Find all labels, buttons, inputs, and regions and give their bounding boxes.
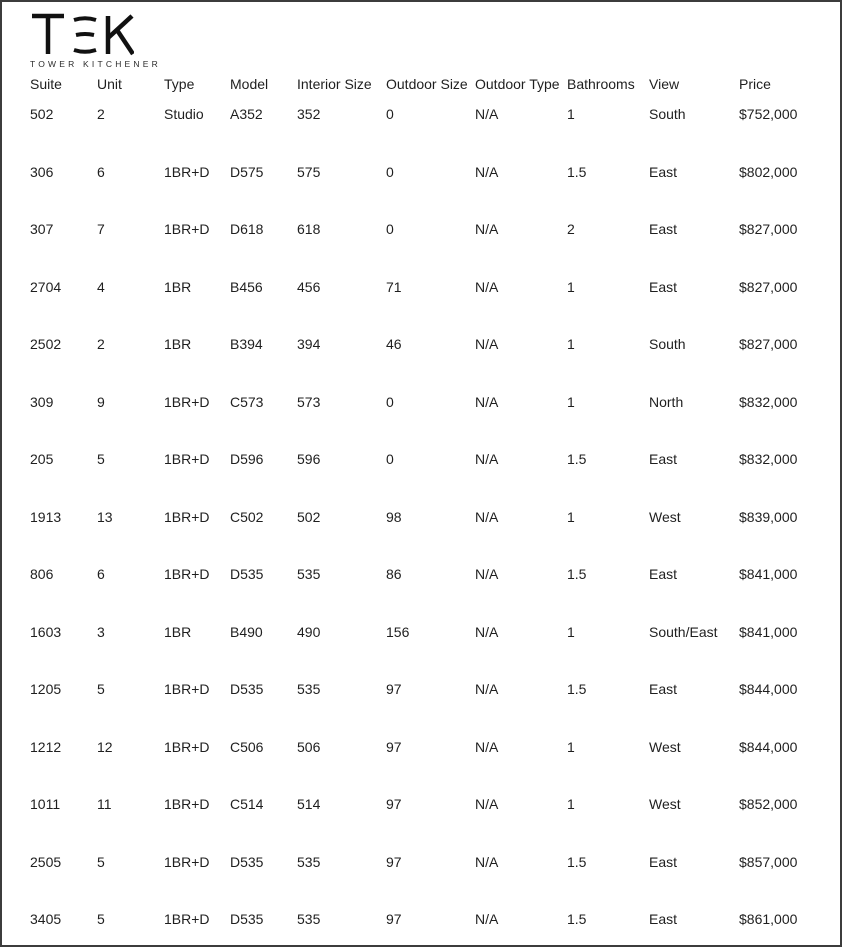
cell-type: 1BR+D xyxy=(164,451,210,467)
cell-price: $844,000 xyxy=(739,681,798,697)
cell-type: 1BR+D xyxy=(164,681,210,697)
cell-view: East xyxy=(649,451,678,467)
table-row xyxy=(30,668,824,726)
cell-outdoor-size: 97 xyxy=(386,738,402,755)
cell-model: B394 xyxy=(230,336,263,352)
cell-outdoor-size: 97 xyxy=(386,853,402,870)
cell-outdoor-size: 156 xyxy=(386,623,410,640)
cell-outdoor-type: N/A xyxy=(475,681,499,697)
cell-outdoor-size: 0 xyxy=(386,163,394,180)
cell-view: East xyxy=(649,566,678,582)
table-row xyxy=(30,151,824,209)
cell-outdoor-type: N/A xyxy=(475,623,499,640)
cell-suite: 2704 xyxy=(30,278,62,295)
cell-interior-size: 514 xyxy=(297,796,321,812)
cell-view: South xyxy=(649,336,686,352)
cell-bathrooms: 1 xyxy=(567,336,575,352)
cell-suite: 1913 xyxy=(30,508,62,525)
table-body xyxy=(30,93,824,947)
cell-unit: 2 xyxy=(97,336,105,352)
cell-outdoor-type: N/A xyxy=(475,336,499,352)
table-row xyxy=(30,611,824,669)
cell-price: $844,000 xyxy=(739,738,798,755)
cell-bathrooms: 2 xyxy=(567,221,575,237)
table-row xyxy=(30,208,824,266)
cell-outdoor-type: N/A xyxy=(475,911,499,927)
cell-suite: 1011 xyxy=(30,796,61,812)
cell-interior-size: 618 xyxy=(297,221,321,237)
cell-view: North xyxy=(649,393,684,410)
table-row xyxy=(30,783,824,841)
cell-bathrooms: 1.5 xyxy=(567,911,587,927)
cell-view: East xyxy=(649,853,678,870)
cell-view: East xyxy=(649,681,678,697)
cell-unit: 9 xyxy=(97,393,105,410)
cell-outdoor-size: 46 xyxy=(386,336,402,352)
cell-bathrooms: 1 xyxy=(567,623,575,640)
cell-outdoor-type: N/A xyxy=(475,566,499,582)
cell-outdoor-type: N/A xyxy=(475,451,499,467)
cell-bathrooms: 1 xyxy=(567,278,575,295)
table-row xyxy=(30,323,824,381)
cell-unit: 6 xyxy=(97,163,105,180)
cell-interior-size: 596 xyxy=(297,451,321,467)
cell-unit: 4 xyxy=(97,278,105,295)
cell-interior-size: 352 xyxy=(297,106,321,122)
cell-price: $827,000 xyxy=(739,221,798,237)
cell-unit: 5 xyxy=(97,853,105,870)
cell-bathrooms: 1 xyxy=(567,106,575,122)
cell-model: B490 xyxy=(230,623,263,640)
cell-view: East xyxy=(649,278,678,295)
column-header-outdoor-type: Outdoor Type xyxy=(475,76,560,92)
cell-price: $802,000 xyxy=(739,163,798,180)
cell-unit: 5 xyxy=(97,451,105,467)
cell-view: East xyxy=(649,163,678,180)
cell-outdoor-size: 97 xyxy=(386,796,402,812)
logo-subtitle: TOWER KITCHENER xyxy=(30,59,161,69)
cell-interior-size: 456 xyxy=(297,278,321,295)
cell-view: South xyxy=(649,106,686,122)
cell-price: $857,000 xyxy=(739,853,798,870)
cell-type: 1BR+D xyxy=(164,853,210,870)
table-row xyxy=(30,496,824,554)
cell-outdoor-size: 86 xyxy=(386,566,402,582)
cell-view: West xyxy=(649,738,681,755)
cell-suite: 309 xyxy=(30,393,54,410)
cell-type: 1BR+D xyxy=(164,163,210,180)
cell-interior-size: 535 xyxy=(297,853,321,870)
cell-model: D535 xyxy=(230,566,264,582)
cell-interior-size: 506 xyxy=(297,738,321,755)
cell-price: $861,000 xyxy=(739,911,798,927)
cell-type: 1BR+D xyxy=(164,508,210,525)
cell-view: East xyxy=(649,911,678,927)
cell-suite: 502 xyxy=(30,106,54,122)
cell-model: D535 xyxy=(230,911,264,927)
cell-price: $832,000 xyxy=(739,393,798,410)
cell-type: 1BR+D xyxy=(164,221,210,237)
cell-outdoor-size: 0 xyxy=(386,221,394,237)
column-header-outdoor-size: Outdoor Size xyxy=(386,76,468,92)
cell-price: $832,000 xyxy=(739,451,798,467)
column-header-view: View xyxy=(649,76,680,92)
cell-unit: 5 xyxy=(97,911,105,927)
cell-outdoor-type: N/A xyxy=(475,278,499,295)
cell-suite: 306 xyxy=(30,163,54,180)
cell-unit: 6 xyxy=(97,566,105,582)
cell-suite: 2505 xyxy=(30,853,62,870)
cell-model: D618 xyxy=(230,221,264,237)
cell-model: D535 xyxy=(230,681,264,697)
cell-price: $841,000 xyxy=(739,566,798,582)
cell-bathrooms: 1 xyxy=(567,738,575,755)
cell-suite: 806 xyxy=(30,566,54,582)
cell-type: 1BR+D xyxy=(164,566,210,582)
cell-suite: 3405 xyxy=(30,911,62,927)
cell-bathrooms: 1.5 xyxy=(567,681,587,697)
cell-bathrooms: 1.5 xyxy=(567,163,587,180)
tek-logo-mark xyxy=(30,12,134,56)
cell-interior-size: 535 xyxy=(297,911,321,927)
cell-price: $841,000 xyxy=(739,623,798,640)
cell-price: $752,000 xyxy=(739,106,798,122)
cell-bathrooms: 1 xyxy=(567,508,575,525)
cell-type: Studio xyxy=(164,106,204,122)
cell-unit: 2 xyxy=(97,106,105,122)
cell-type: 1BR xyxy=(164,623,192,640)
cell-type: 1BR+D xyxy=(164,911,210,927)
column-header-model: Model xyxy=(230,76,269,92)
cell-model: C573 xyxy=(230,393,264,410)
cell-view: West xyxy=(649,508,681,525)
cell-price: $852,000 xyxy=(739,796,798,812)
cell-outdoor-size: 71 xyxy=(386,278,402,295)
cell-model: D596 xyxy=(230,451,264,467)
column-header-type: Type xyxy=(164,76,195,92)
cell-model: C514 xyxy=(230,796,264,812)
cell-outdoor-size: 0 xyxy=(386,451,394,467)
cell-outdoor-size: 97 xyxy=(386,681,402,697)
table-row xyxy=(30,898,824,947)
column-header-suite: Suite xyxy=(30,76,62,92)
cell-price: $839,000 xyxy=(739,508,798,525)
column-header-unit: Unit xyxy=(97,76,122,92)
cell-outdoor-type: N/A xyxy=(475,853,499,870)
cell-view: West xyxy=(649,796,681,812)
cell-suite: 1603 xyxy=(30,623,62,640)
cell-outdoor-size: 0 xyxy=(386,393,394,410)
column-header-bathrooms: Bathrooms xyxy=(567,76,635,92)
cell-outdoor-type: N/A xyxy=(475,738,499,755)
table-row xyxy=(30,266,824,324)
cell-suite: 1205 xyxy=(30,681,62,697)
listings-table xyxy=(30,76,824,947)
cell-interior-size: 490 xyxy=(297,623,321,640)
cell-interior-size: 575 xyxy=(297,163,321,180)
cell-type: 1BR+D xyxy=(164,738,210,755)
cell-unit: 11 xyxy=(97,796,112,812)
cell-suite: 307 xyxy=(30,221,54,237)
cell-outdoor-type: N/A xyxy=(475,221,499,237)
cell-model: B456 xyxy=(230,278,263,295)
cell-suite: 1212 xyxy=(30,738,62,755)
cell-interior-size: 535 xyxy=(297,566,321,582)
table-header-row xyxy=(30,76,824,93)
cell-interior-size: 394 xyxy=(297,336,321,352)
cell-unit: 5 xyxy=(97,681,105,697)
cell-type: 1BR+D xyxy=(164,796,210,812)
cell-interior-size: 502 xyxy=(297,508,321,525)
cell-unit: 13 xyxy=(97,508,113,525)
cell-bathrooms: 1.5 xyxy=(567,451,587,467)
cell-bathrooms: 1.5 xyxy=(567,566,587,582)
table-row xyxy=(30,93,824,151)
cell-unit: 12 xyxy=(97,738,113,755)
cell-suite: 205 xyxy=(30,451,54,467)
cell-type: 1BR xyxy=(164,336,192,352)
cell-model: D535 xyxy=(230,853,264,870)
table-row xyxy=(30,438,824,496)
cell-bathrooms: 1.5 xyxy=(567,853,587,870)
cell-bathrooms: 1 xyxy=(567,393,575,410)
table-row xyxy=(30,553,824,611)
cell-model: A352 xyxy=(230,106,263,122)
cell-type: 1BR+D xyxy=(164,393,210,410)
cell-outdoor-size: 0 xyxy=(386,106,394,122)
table-row xyxy=(30,841,824,899)
cell-outdoor-type: N/A xyxy=(475,508,499,525)
tek-logo xyxy=(30,12,161,69)
cell-interior-size: 535 xyxy=(297,681,321,697)
table-row xyxy=(30,726,824,784)
cell-outdoor-type: N/A xyxy=(475,163,499,180)
column-header-interior-size: Interior Size xyxy=(297,76,372,92)
cell-price: $827,000 xyxy=(739,336,798,352)
cell-model: C506 xyxy=(230,738,264,755)
cell-bathrooms: 1 xyxy=(567,796,575,812)
cell-outdoor-type: N/A xyxy=(475,106,499,122)
cell-outdoor-size: 98 xyxy=(386,508,402,525)
column-header-price: Price xyxy=(739,76,771,92)
cell-unit: 3 xyxy=(97,623,105,640)
cell-view: South/East xyxy=(649,623,718,640)
cell-outdoor-type: N/A xyxy=(475,393,499,410)
cell-suite: 2502 xyxy=(30,336,62,352)
cell-model: C502 xyxy=(230,508,264,525)
cell-outdoor-type: N/A xyxy=(475,796,499,812)
cell-type: 1BR xyxy=(164,278,192,295)
cell-interior-size: 573 xyxy=(297,393,321,410)
table-row xyxy=(30,381,824,439)
cell-view: East xyxy=(649,221,678,237)
cell-price: $827,000 xyxy=(739,278,798,295)
cell-unit: 7 xyxy=(97,221,105,237)
cell-outdoor-size: 97 xyxy=(386,911,402,927)
cell-model: D575 xyxy=(230,163,264,180)
